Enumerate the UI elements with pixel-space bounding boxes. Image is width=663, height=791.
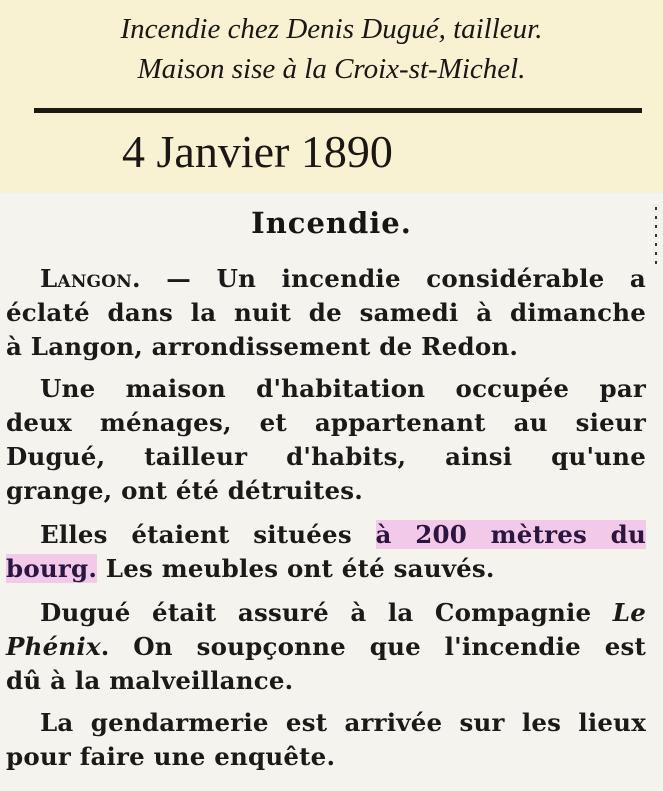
article-line: éclaté dans la nuit de samedi à dimanche: [6, 298, 646, 327]
date-label: 4 Janvier 1890: [122, 126, 393, 177]
caption-title-line-2: Maison sise à la Croix-st-Michel.: [137, 53, 526, 85]
article-line: grange, ont été détruites.: [6, 476, 364, 505]
divider-rule: [34, 108, 642, 113]
article-line: Elles étaient situées à 200 mètres du: [40, 520, 646, 549]
company-name: Phénix: [6, 632, 101, 661]
highlighted-text: à 200 mètres du: [375, 520, 646, 549]
article-line: Dugué, tailleur d'habits, ainsi qu'une: [6, 442, 646, 471]
caption-title-line-1: Incendie chez Denis Dugué, tailleur.: [120, 13, 543, 45]
article-line: deux ménages, et appartenant au sieur: [6, 408, 646, 437]
article-line: pour faire une enquête.: [6, 742, 336, 771]
article-line: à Langon, arrondissement de Redon.: [6, 332, 519, 361]
article-line: bourg. Les meubles ont été sauvés.: [6, 554, 495, 583]
article-line: La gendarmerie est arrivée sur les lieux: [40, 708, 646, 737]
article-line: Phénix. On soupçonne que l'incendie est: [6, 632, 646, 661]
dateline-place: Langon: [40, 264, 133, 293]
highlighted-text: bourg.: [6, 554, 98, 583]
article-line: dû à la malveillance.: [6, 666, 294, 695]
article-line: Une maison d'habitation occupée par: [40, 374, 646, 403]
article-line: Dugué était assuré à la Compagnie Le: [40, 598, 646, 627]
article-heading: Incendie.: [251, 206, 412, 240]
article-line: Langon. — Un incendie considérable a: [40, 264, 646, 293]
company-name: Le: [612, 598, 646, 627]
